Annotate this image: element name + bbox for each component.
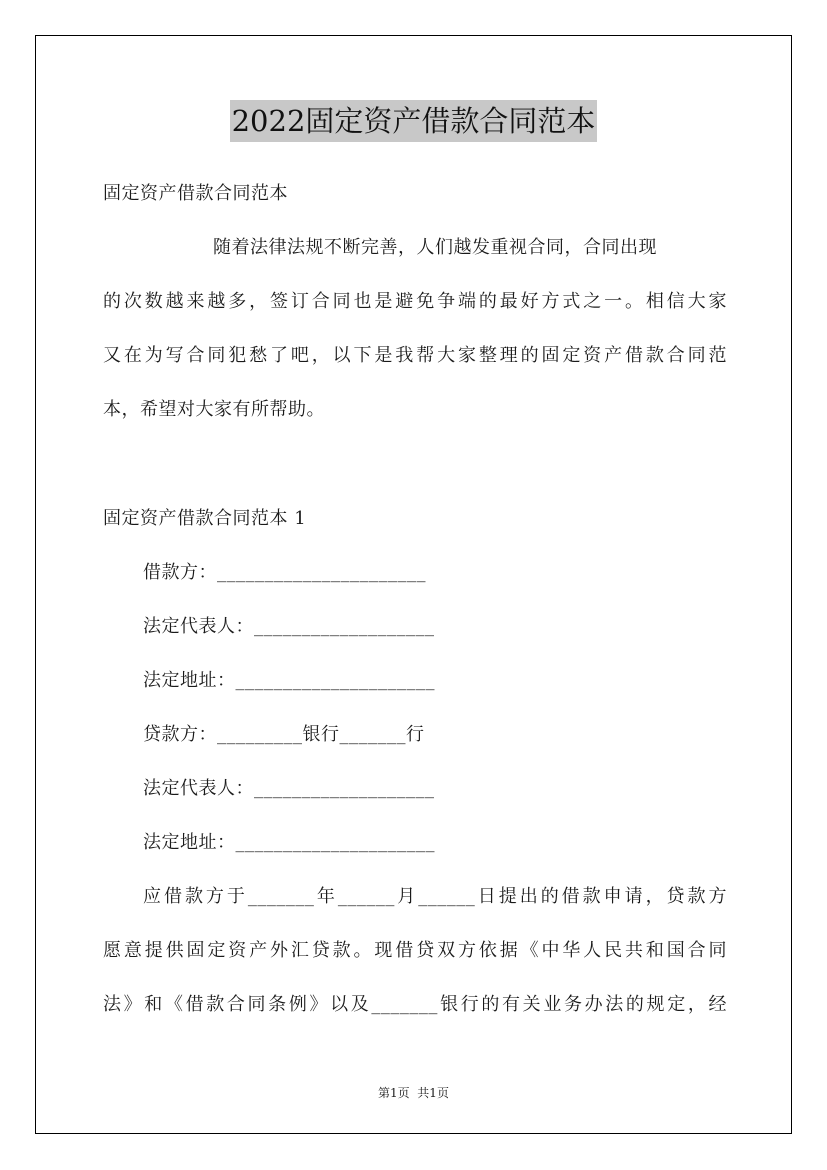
field-lender: 贷款方：_________银行_______行	[143, 724, 425, 745]
title-wrap	[0, 100, 827, 142]
intro-line-4: 本，希望对大家有所帮助。	[103, 399, 325, 420]
body-line-2: 愿意提供固定资产外汇贷款。现借贷双方依据《中华人民共和国合同	[103, 940, 727, 961]
document-title: 2022固定资产借款合同范本	[230, 100, 598, 142]
intro-line-3: 又在为写合同犯愁了吧，以下是我帮大家整理的固定资产借款合同范	[103, 345, 727, 366]
field-lender-legal-rep: 法定代表人：___________________	[143, 778, 435, 799]
intro-line-1: 随着法律法规不断完善，人们越发重视合同，合同出现	[213, 237, 657, 258]
field-borrower-legal-rep: 法定代表人：___________________	[143, 616, 435, 637]
page-footer: 第1页 共1页	[378, 1086, 449, 1100]
section-heading: 固定资产借款合同范本 1	[103, 508, 307, 529]
field-borrower: 借款方：______________________	[143, 562, 426, 583]
document-subtitle: 固定资产借款合同范本	[103, 183, 288, 204]
field-borrower-address: 法定地址：_____________________	[143, 670, 435, 691]
body-line-1: 应借款方于_______年______月______日提出的借款申请，贷款方	[143, 886, 727, 907]
intro-line-2: 的次数越来越多，签订合同也是避免争端的最好方式之一。相信大家	[103, 291, 727, 312]
field-lender-address: 法定地址：_____________________	[143, 832, 435, 853]
body-line-3: 法》和《借款合同条例》以及_______银行的有关业务办法的规定，经	[103, 994, 727, 1015]
